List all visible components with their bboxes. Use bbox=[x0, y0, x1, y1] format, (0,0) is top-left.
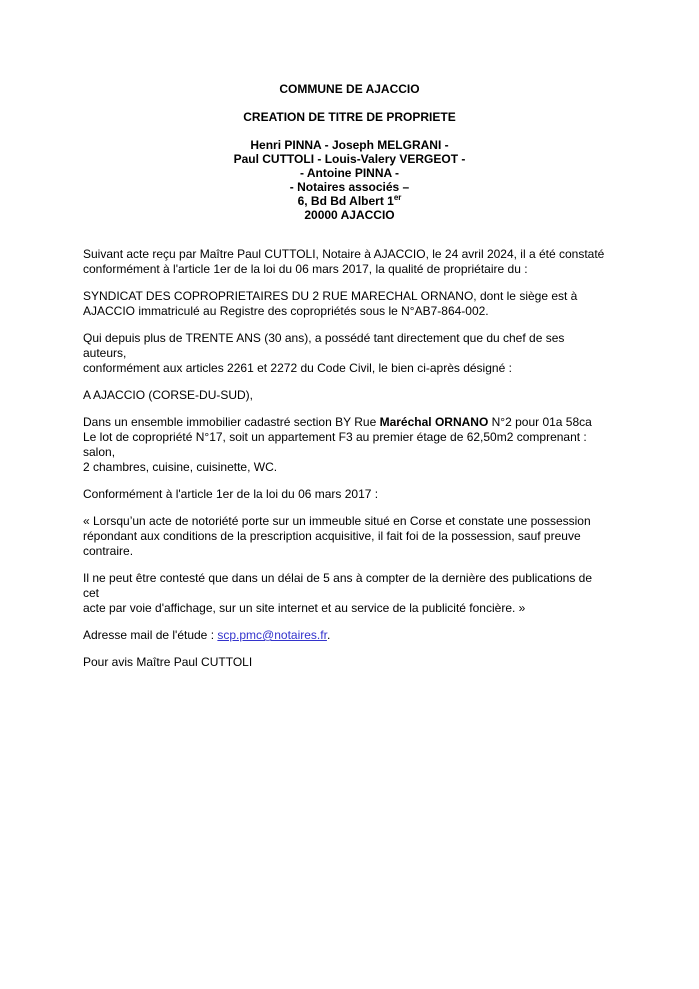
email-suffix: . bbox=[326, 628, 331, 642]
paragraph-syndicat: SYNDICAT DES COPROPRIETAIRES DU 2 RUE MARECHAL ORNANO, dont le siège est à AJACCIO immatriculé au Registre des copropriétés sous le N°AB7-864-002. bbox=[83, 289, 578, 318]
property-lot-lines: Le lot de copropriété N°17, soit un appartement F3 au premier étage de 62,50m2 comprenant : salon, 2 chambres, cuisine, cuisinette, WC. bbox=[83, 430, 587, 474]
office-address-city: 20000 AJACCIO bbox=[304, 208, 395, 222]
document-header bbox=[0, 0, 699, 222]
property-line-before: Dans un ensemble immobilier cadastré section BY Rue bbox=[83, 415, 380, 429]
header-spacer bbox=[0, 124, 699, 138]
commune-title: COMMUNE DE AJACCIO bbox=[279, 82, 420, 96]
header-spacer bbox=[0, 96, 699, 110]
address-street-text: 6, Bd Bd Albert 1 bbox=[297, 194, 394, 208]
paragraph-signature: Pour avis Maître Paul CUTTOLI bbox=[83, 655, 253, 669]
property-street-bold: Maréchal ORNANO bbox=[379, 415, 489, 429]
paragraph-loi-reference: Conformément à l'article 1er de la loi du 06 mars 2017 : bbox=[83, 487, 379, 501]
paragraph-citation-1: « Lorsqu’un acte de notoriété porte sur un immeuble situé en Corse et constate une possession répondant aux conditions de la prescription acquisitive, il fait foi de la possession, sauf preuve contraire. bbox=[83, 514, 591, 558]
email-label: Adresse mail de l'étude : bbox=[83, 628, 218, 642]
paragraph-email bbox=[83, 628, 605, 643]
paragraph-property bbox=[83, 415, 605, 475]
office-address-street bbox=[0, 194, 699, 208]
document-title: CREATION DE TITRE DE PROPRIETE bbox=[243, 110, 456, 124]
paragraph-possession: Qui depuis plus de TRENTE ANS (30 ans), a possédé tant directement que du chef de ses auteurs, conformément aux articles 2261 et 2272 du Code Civil, le bien ci-après désigné : bbox=[83, 331, 565, 375]
paragraph-acte-intro: Suivant acte reçu par Maître Paul CUTTOLI, Notaire à AJACCIO, le 24 avril 2024, il a été constaté conformément à l'article 1er de la loi du 06 mars 2017, la qualité de propriétaire du : bbox=[83, 247, 605, 276]
document-body bbox=[0, 247, 699, 670]
email-link[interactable]: scp.pmc@notaires.fr bbox=[217, 628, 327, 642]
address-ordinal-superscript: er bbox=[393, 193, 402, 202]
notaires-lines: Henri PINNA - Joseph MELGRANI - Paul CUTTOLI - Louis-Valery VERGEOT - - Antoine PINNA - - Notaires associés – bbox=[233, 138, 466, 194]
property-line-after: N°2 pour 01a 58ca bbox=[488, 415, 592, 429]
paragraph-location: A AJACCIO (CORSE-DU-SUD), bbox=[83, 388, 254, 402]
paragraph-citation-2: Il ne peut être contesté que dans un délai de 5 ans à compter de la dernière des publications de cet acte par voie d'affichage, sur un site internet et au service de la publicité foncière. » bbox=[83, 571, 593, 615]
